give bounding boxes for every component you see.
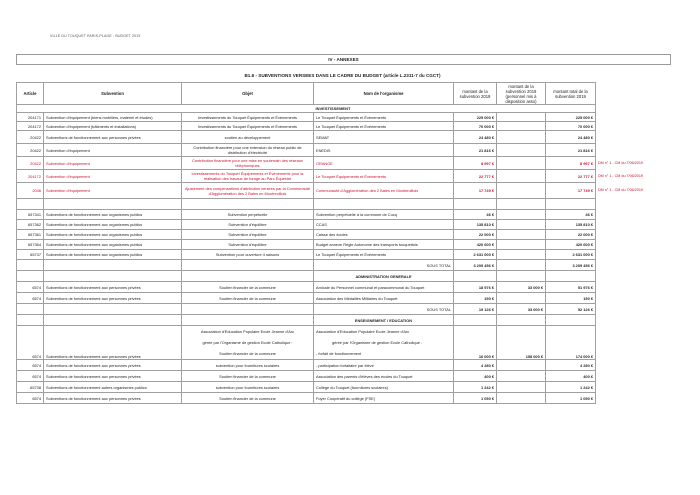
montant-total-cell: 1 050 € (546, 393, 596, 404)
article-cell: 657361 (17, 230, 44, 240)
organisme-cell: Caisse des écoles (314, 230, 454, 240)
subtotal-personnel (497, 260, 546, 271)
table-row (17, 382, 671, 393)
organisme-line: Association d'Education Populaire Ecole Jeanne d'Arc (316, 329, 410, 334)
empty-cell (44, 304, 182, 315)
subvention-cell: Subvention d'équipement (44, 157, 182, 170)
montant-personnel-cell: 158 000 € (497, 326, 546, 360)
col-header-subvention: Subvention (44, 83, 182, 105)
objet-cell: Contribution financière pour une mise en souterrain des réseaux téléphoniques (182, 157, 314, 170)
organisme-cell (314, 326, 454, 360)
objet-cell: subvention pour fournitures scolaires (182, 382, 314, 393)
article-cell: 2046 (17, 183, 44, 199)
objet-cell: Soutien financier de la commune (182, 371, 314, 382)
montant-cell: 24 480 € (454, 131, 497, 144)
subvention-cell: Subventions de fonctionnement aux organismes publics (44, 250, 182, 260)
note-cell: DM n° 1 - CM du 7/06/2019 (598, 160, 643, 165)
objet-cell: Investissements du Touquet Équipements et Événements pour la réalisation des travaux de forage au Parc Équestre (182, 170, 314, 183)
table-row (17, 393, 671, 404)
montant-total-cell: 174 000 € (546, 326, 596, 360)
note-cell (596, 360, 671, 371)
montant-cell: 22 000 € (454, 230, 497, 240)
table-row (17, 113, 671, 122)
section-label: ENSEIGNEMENT / EDUCATION (314, 315, 454, 326)
montant-total-cell: 24 480 € (546, 131, 596, 144)
subtotal-personnel: 33 000 € (497, 304, 546, 315)
montant-personnel-cell (497, 170, 546, 183)
article-cell: 657341 (17, 210, 44, 220)
col-header-article: Article (17, 83, 44, 105)
montant-personnel-cell (497, 240, 546, 250)
montant-total-cell: 22 777 € (546, 170, 596, 183)
section-row (17, 315, 671, 326)
organisme-cell: Association des parents d'élèves des écoles du Touquet (314, 371, 454, 382)
montant-total-cell: 420 600 € (546, 240, 596, 250)
empty-cell (497, 271, 546, 282)
subventions-table (16, 82, 671, 404)
empty-cell (454, 271, 497, 282)
article-cell: 65737 (17, 250, 44, 260)
section-label: INVESTISSEMENT (314, 105, 596, 113)
subvention-cell: Subventions de fonctionnement aux personnes privées (44, 282, 182, 293)
objet-cell: Subvention d'équilibre (182, 220, 314, 230)
article-cell: 20422 (17, 144, 44, 157)
objet-cell (182, 326, 314, 360)
article-cell: 204172 (17, 170, 44, 183)
header-row (17, 83, 671, 105)
subvention-cell: Subventions de fonctionnement aux organismes publics (44, 240, 182, 250)
montant-cell: 400 € (454, 371, 497, 382)
montant-cell: 1 242 € (454, 382, 497, 393)
objet-cell: Soutien financier de la commune (182, 282, 314, 293)
col-header-montant-personnel: montant de la subvention 2019 (personnel mis à disposition asso) (497, 83, 546, 105)
article-cell: 204171 (17, 113, 44, 122)
organisme-line: gérée par l'Organisme de gestion Ecole Catholique : (332, 340, 423, 345)
objet-cell: subvention pour fournitures scolaires (182, 360, 314, 371)
empty-cell (17, 260, 44, 271)
organisme-cell: Communauté d'Agglomération des 2 Baies en Montreuillois (314, 183, 454, 199)
objet-cell: Subvention perpétuelle (182, 210, 314, 220)
montant-cell: 4 280 € (454, 360, 497, 371)
montant-personnel-cell (497, 382, 546, 393)
objet-line: Soutien financier de la commune (219, 351, 276, 356)
empty-cell (596, 304, 671, 315)
organisme-cell: Le Touquet Équipements et Événements (314, 170, 454, 183)
objet-cell: Ajustement des compensations d'attribution versées par la Communauté d'Agglomération des 2 Baies en Montreuillois (182, 183, 314, 199)
empty-cell (596, 199, 671, 210)
note-cell (596, 210, 671, 220)
montant-total-cell: 1 242 € (546, 382, 596, 393)
organisme-cell: SEMAT (314, 131, 454, 144)
montant-total-cell: 2 631 000 € (546, 250, 596, 260)
table-row (17, 293, 671, 304)
note-cell (596, 393, 671, 404)
empty-cell (17, 199, 44, 210)
table-row (17, 170, 671, 183)
empty-cell (497, 199, 546, 210)
note-cell (596, 144, 671, 157)
article-cell: 20422 (17, 157, 44, 170)
table-row (17, 220, 671, 230)
article-cell: 6574 (17, 293, 44, 304)
note-cell (596, 371, 671, 382)
table-row (17, 122, 671, 131)
table-row (17, 326, 671, 360)
subtotal-total: 3 209 456 € (546, 260, 596, 271)
subvention-cell: Subventions de fonctionnement aux personnes privées (44, 131, 182, 144)
objet-cell: Contribution financière pour une extension du réseau public de distribution d'électricité (182, 144, 314, 157)
subvention-cell: Subvention d'équipement (44, 170, 182, 183)
montant-cell: 135 810 € (454, 220, 497, 230)
article-cell: 657362 (17, 220, 44, 230)
organisme-cell: Budget annexe Régie Autonome des transports touquettois (314, 240, 454, 250)
objet-cell: Soutien financier de la commune (182, 393, 314, 404)
montant-cell: 70 000 € (454, 122, 497, 131)
subvention-cell: Subventions de fonctionnement aux organismes publics (44, 230, 182, 240)
empty-cell (44, 260, 182, 271)
montant-personnel-cell (497, 157, 546, 170)
montant-personnel-cell (497, 144, 546, 157)
objet-cell: soutien au développement (182, 131, 314, 144)
montant-cell: 21 816 € (454, 144, 497, 157)
empty-cell (596, 271, 671, 282)
subvention-cell: Subventions de fonctionnement aux organismes publics (44, 210, 182, 220)
annex-box (16, 54, 671, 65)
table-row (17, 360, 671, 371)
subtotal-label: SOUS TOTAL (314, 260, 454, 271)
montant-total-cell: 150 € (546, 293, 596, 304)
organisme-cell: Association des Médaillés Militaires du Touquet (314, 293, 454, 304)
note-cell: DM n° 1 - CM du 7/06/2019 (598, 173, 643, 178)
montant-personnel-cell (497, 360, 546, 371)
note-cell (596, 282, 671, 293)
montant-total-cell: 17 749 € (546, 183, 596, 199)
montant-cell: 1 050 € (454, 393, 497, 404)
montant-total-cell: 135 810 € (546, 220, 596, 230)
subtotal-label: SOUS TOTAL (314, 304, 454, 315)
table-row (17, 157, 671, 170)
objet-line: gérée par l'Organisme de gestion Ecole Catholique : (202, 340, 293, 345)
empty-cell (182, 271, 314, 282)
montant-personnel-cell (497, 393, 546, 404)
col-header-objet: Objet (182, 83, 314, 105)
article-cell: 20422 (17, 131, 44, 144)
article-cell: 204172 (17, 122, 44, 131)
article-cell: 6574 (17, 371, 44, 382)
montant-total-cell: 4 280 € (546, 360, 596, 371)
empty-cell (182, 315, 314, 326)
subvention-cell: Subventions de fonctionnement aux personnes privées (44, 326, 182, 360)
spacer-row (17, 199, 671, 210)
organisme-cell: Collège du Touquet (fournitures scolaires) (314, 382, 454, 393)
organisme-cell: ORANGE (314, 157, 454, 170)
objet-cell: Investissements du Touquet Équipements et Événements (182, 113, 314, 122)
montant-cell: 2 631 000 € (454, 250, 497, 260)
organisme-cell: Le Touquet Équipements et Événements (314, 122, 454, 131)
empty-cell (182, 304, 314, 315)
note-cell (596, 122, 671, 131)
montant-cell: 18 976 € (454, 282, 497, 293)
empty-cell (546, 199, 596, 210)
montant-personnel-cell (497, 371, 546, 382)
organisme-cell: Foyer Coopératif du collège (FSE) (314, 393, 454, 404)
objet-cell: Subvention d'équilibre (182, 240, 314, 250)
objet-line: Association d'Education Populaire Ecole Jeanne d'Arc (200, 329, 295, 334)
col-header-montant: montant de la subvention 2019 (454, 83, 497, 105)
montant-cell: 225 000 € (454, 113, 497, 122)
montant-personnel-cell (497, 113, 546, 122)
montant-cell: 46 € (454, 210, 497, 220)
montant-cell: 16 000 € (454, 326, 497, 360)
subvention-cell: Subventions de fonctionnement aux personnes privées (44, 371, 182, 382)
subtotal-row (17, 304, 671, 315)
empty-cell (44, 271, 182, 282)
article-cell: 6574 (17, 326, 44, 360)
table-row (17, 131, 671, 144)
subtotal-montant: 19 126 € (454, 304, 497, 315)
table-row (17, 144, 671, 157)
organisme-cell: Le Touquet Équipements et Événements (314, 113, 454, 122)
subtotal-montant: 3 209 456 € (454, 260, 497, 271)
empty-cell (44, 315, 182, 326)
col-header-organisme: Nom de l'organisme (314, 83, 454, 105)
empty-cell (17, 315, 44, 326)
montant-cell: 8 997 € (454, 157, 497, 170)
organisme-cell: - participation forfaitaire par élève (314, 360, 454, 371)
montant-personnel-cell (497, 250, 546, 260)
table-row (17, 282, 671, 293)
subtotal-total: 52 126 € (546, 304, 596, 315)
note-cell (596, 230, 671, 240)
empty-cell (44, 199, 182, 210)
montant-personnel-cell: 33 000 € (497, 282, 546, 293)
section-label: ADMINISTRATION GENERALE (314, 271, 454, 282)
subvention-cell: Subventions de fonctionnement aux personnes privées (44, 360, 182, 371)
organisme-cell: CCAS (314, 220, 454, 230)
annex-title: IV - ANNEXES (328, 57, 359, 62)
note-cell: DM n° 1 - CM du 7/06/2019 (598, 188, 643, 192)
note-cell (596, 326, 671, 360)
note-cell (596, 382, 671, 393)
montant-total-cell: 70 000 € (546, 122, 596, 131)
subvention-cell: Subventions de fonctionnement autres organismes publics (44, 382, 182, 393)
col-header-montant-total: montant total de la subvention 2019 (546, 83, 596, 105)
montant-total-cell: 46 € (546, 210, 596, 220)
section-row (17, 271, 671, 282)
table-row (17, 230, 671, 240)
montant-personnel-cell (497, 220, 546, 230)
note-cell (596, 293, 671, 304)
montant-personnel-cell (497, 131, 546, 144)
empty-cell (546, 315, 596, 326)
table-row (17, 250, 671, 260)
subvention-cell: Subvention d'équipement (44, 144, 182, 157)
empty-cell (314, 199, 454, 210)
empty-cell (596, 315, 671, 326)
table-row (17, 371, 671, 382)
empty-cell (546, 271, 596, 282)
montant-total-cell: 400 € (546, 371, 596, 382)
organisme-cell: ENEDIS (314, 144, 454, 157)
note-cell (596, 131, 671, 144)
montant-total-cell: 22 000 € (546, 230, 596, 240)
montant-personnel-cell (497, 210, 546, 220)
montant-cell: 420 600 € (454, 240, 497, 250)
objet-cell: Investissements du Touquet Équipements et Événements (182, 122, 314, 131)
subvention-cell: Subventions de fonctionnement aux organismes publics (44, 220, 182, 230)
montant-total-cell: 21 816 € (546, 144, 596, 157)
subvention-cell: Subvention d'équipement (44, 183, 182, 199)
subvention-cell: Subvention d'équipement (biens mobiliers, matériel et études) (44, 113, 182, 122)
montant-cell: 22 777 € (454, 170, 497, 183)
organisme-line: - forfait de fonctionnement (316, 351, 362, 356)
objet-cell: Subvention pour ouverture 4 saisons (182, 250, 314, 260)
montant-total-cell: 225 000 € (546, 113, 596, 122)
empty-cell (454, 315, 497, 326)
empty-cell (182, 199, 314, 210)
montant-cell: 17 749 € (454, 183, 497, 199)
objet-cell: Soutien financier de la commune (182, 293, 314, 304)
montant-total-cell: 51 976 € (546, 282, 596, 293)
empty-cell (182, 260, 314, 271)
empty-cell (17, 304, 44, 315)
table-row (17, 183, 671, 199)
empty-cell (497, 315, 546, 326)
montant-cell: 150 € (454, 293, 497, 304)
subvention-cell: Subvention d'équipement (bâtiments et installations) (44, 122, 182, 131)
document-header: VILLE DU TOUQUET PARIS-PLAGE - BUDGET 2019 (50, 34, 141, 38)
article-cell: 6574 (17, 393, 44, 404)
empty-cell (454, 199, 497, 210)
article-cell: 65738 (17, 382, 44, 393)
montant-total-cell: 8 997 € (546, 157, 596, 170)
note-cell (596, 113, 671, 122)
table-row (17, 240, 671, 250)
organisme-cell: Amicale du Personnel communal et paracommunal du Touquet (314, 282, 454, 293)
subtotal-row (17, 260, 671, 271)
subvention-cell: Subventions de fonctionnement aux personnes privées (44, 293, 182, 304)
subvention-cell: Subventions de fonctionnement aux personnes privées (44, 393, 182, 404)
article-cell: 657364 (17, 240, 44, 250)
montant-personnel-cell (497, 230, 546, 240)
table-row (17, 210, 671, 220)
montant-personnel-cell (497, 122, 546, 131)
note-cell (596, 250, 671, 260)
article-cell: 6574 (17, 282, 44, 293)
note-cell (596, 220, 671, 230)
montant-personnel-cell (497, 183, 546, 199)
objet-cell: Subvention d'équilibre (182, 230, 314, 240)
empty-cell (17, 271, 44, 282)
table-subtitle: B1.6 - SUBVENTIONS VERSEES DANS LE CADRE DU BUDGET (article L.2311-7 du CGCT) (244, 73, 441, 78)
section-row-investissement (17, 105, 671, 113)
note-cell (596, 240, 671, 250)
organisme-cell: Le Touquet Équipements et Événements (314, 250, 454, 260)
montant-personnel-cell (497, 293, 546, 304)
organisme-cell: Subvention perpétuelle à la commune de Cucq (314, 210, 454, 220)
article-cell: 6574 (17, 360, 44, 371)
empty-cell (596, 260, 671, 271)
